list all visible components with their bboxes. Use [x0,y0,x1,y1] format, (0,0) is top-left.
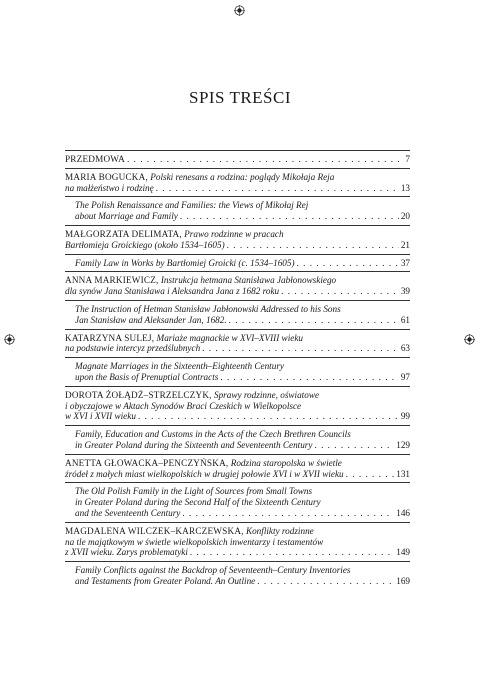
entry-line [65,537,410,548]
dot-leader [297,258,399,269]
dot-leader [314,440,394,451]
entry-title: na tle majątkowym w świetle wielkopolskich inwentarzy i testamentów [65,536,324,547]
entry-line [65,401,410,412]
entry-author: DOROTA ŻOŁĄDŹ–STRZELCZYK, [65,389,212,400]
entry-line [75,565,410,576]
toc-translation-entry[interactable] [65,255,410,272]
entry-leader-line [75,211,410,222]
entry-line [75,486,410,497]
entry-text [65,547,188,558]
entry-title: Magnate Marriages in the Sixteenth–Eighteenth Century [75,361,284,372]
entry-leader-line [65,240,410,251]
entry-line [65,172,410,183]
page-number: 61 [400,314,410,325]
dot-leader [229,315,399,326]
dot-leader [180,211,399,222]
toc-entry[interactable] [65,455,410,483]
dot-leader [190,547,394,558]
page-number: 129 [396,439,410,450]
entry-author: MARIA BOGUCKA, [65,171,148,182]
entry-leader-line [75,315,410,326]
dot-leader [227,240,399,251]
entry-title: Konflikty rodzinne [243,525,314,536]
page-number: 146 [396,507,410,518]
registration-mark-icon [4,334,15,345]
entry-text [65,240,225,251]
entry-title: Family, Education and Customs in the Acts of the Czech Brethren Councils [75,429,351,440]
entry-author: PRZEDMOWA [65,154,125,164]
entry-title: z XVII wieku. Zarys problematyki [65,547,188,558]
entry-title: Mariaże magnackie w XVI–XVIII wieku [154,332,303,343]
dot-leader [220,372,398,383]
entry-text [65,183,154,194]
page-number: 97 [400,371,410,382]
entry-title: Jan Stanisław and Aleksander Jan, 1682. [75,314,227,325]
dot-leader [182,508,394,519]
entry-title: i obyczajowe w Aktach Synodów Braci Czeskich w Wielkopolsce [65,400,302,411]
entry-title: The Instruction of Hetman Stanisław Jabłonowski Addressed to his Sons [75,303,341,314]
entry-title: źródeł z małych miast wielkopolskich w drugiej połowie XVI i w XVII wieku [65,468,344,479]
entry-title: about Marriage and Family [75,211,178,222]
toc-entry[interactable] [65,523,410,561]
entry-leader-line [65,411,410,422]
dot-leader [346,469,395,480]
registration-mark-icon [234,5,245,16]
toc-entry[interactable] [65,330,410,358]
page-number: 149 [396,547,410,558]
page-number: 63 [400,343,410,354]
dot-leader [281,286,399,297]
entry-leader-line [65,154,410,165]
toc-translation-entry[interactable] [65,358,410,386]
entry-line [65,390,410,401]
entry-title: na małżeństwo i rodzinę [65,182,154,193]
dot-leader [156,183,399,194]
entry-leader-line [65,469,410,480]
page-number: 131 [396,468,410,479]
toc-translation-entry[interactable] [65,197,410,225]
toc-entry[interactable] [65,387,410,425]
entry-line [75,304,410,315]
entry-title: Family Law in Works by Bartłomiej Groicki (c. 1534–1605) [75,257,295,268]
entry-title: and the Seventeenth Century [75,507,181,518]
entry-title: na podstawie intercyz przedślubnych [65,343,201,354]
entry-title: in Greater Poland during the Second Half of the Sixteenth Century [75,497,321,508]
entry-line [65,275,410,286]
entry-leader-line [75,576,410,587]
entry-text [65,411,136,422]
entry-author: KATARZYNA SULEJ, [65,332,155,343]
table-of-contents [65,150,410,590]
entry-title: and Testaments from Greater Poland. An Outline [75,575,256,586]
entry-leader-line [65,286,410,297]
dot-leader [202,343,399,354]
entry-leader-line [75,440,410,451]
page-number: 13 [400,182,410,193]
entry-title: dla synów Jana Stanisława i Aleksandra Jana z 1682 roku [65,286,280,297]
registration-mark-icon [464,334,475,345]
entry-title: Bartłomieja Groickiego (około 1534–1605) [65,239,225,250]
entry-text [65,286,279,297]
page-title: SPIS TREŚCI [188,88,292,107]
entry-text [75,576,255,587]
entry-title: in Greater Poland during the Sixteenth and Seventeenth Century [75,439,313,450]
entry-title: Instrukcja hetmana Stanisława Jabłonowskiego [158,275,337,286]
toc-translation-entry[interactable] [65,483,410,521]
entry-author: MAŁGORZATA DELIMATA, [65,228,182,239]
entry-title: Family Conflicts against the Backdrop of Seventeenth–Century Inventories [75,565,351,576]
entry-leader-line [75,372,410,383]
entry-leader-line [75,508,410,519]
entry-text [75,211,178,222]
dot-leader [127,154,403,165]
toc-translation-entry[interactable] [65,562,410,590]
entry-title: Sprawy rodzinne, oświatowe [211,389,320,400]
entry-title: Rodzina staropolska w świetle [228,457,342,468]
entry-text [75,315,227,326]
page-number: 39 [400,286,410,297]
entry-author: MAGDALENA WILCZEK–KARCZEWSKA, [65,525,244,536]
entry-text [65,469,344,480]
entry-text [75,440,312,451]
toc-entry[interactable] [65,151,410,168]
entry-line [75,200,410,211]
entry-title: The Polish Renaissance and Families: the Views of Mikołaj Rej [75,200,309,211]
dot-leader [138,411,399,422]
entry-text [75,372,218,383]
page-number: 21 [400,239,410,250]
entry-title: The Old Polish Family in the Light of Sources from Small Towns [75,486,313,497]
entry-leader-line [65,343,410,354]
entry-title: upon the Basis of Prenuptial Contracts [75,371,219,382]
page-number: 99 [400,411,410,422]
toc-entry[interactable] [65,272,410,300]
entry-line [65,333,410,344]
toc-entry[interactable] [65,226,410,254]
entry-title: Polski renesans a rodzina: poglądy Mikołaja Reja [147,171,335,182]
page-number: 169 [396,575,410,586]
entry-leader-line [65,183,410,194]
entry-text [75,508,180,519]
entry-line [65,458,410,469]
entry-title: w XVI i XVII wieku [65,411,136,422]
dot-leader [257,576,394,587]
entry-author: ANNA MARKIEWICZ, [65,275,159,286]
entry-author: ANETTA GŁOWACKA–PENCZYŃSKA, [65,457,229,468]
entry-line [65,526,410,537]
entry-leader-line [65,547,410,558]
toc-translation-entry[interactable] [65,426,410,454]
entry-title: Prawo rodzinne w pracach [181,228,284,239]
page-number: 37 [400,257,410,268]
entry-text [75,258,295,269]
entry-leader-line [75,258,410,269]
entry-text [65,154,125,165]
entry-line [75,497,410,508]
entry-line [75,361,410,372]
page-number: 20 [400,211,410,222]
entry-line [65,229,410,240]
entry-text [65,343,200,354]
entry-line [75,429,410,440]
page-number: 7 [405,154,410,164]
toc-translation-entry[interactable] [65,301,410,329]
toc-entry[interactable] [65,169,410,197]
